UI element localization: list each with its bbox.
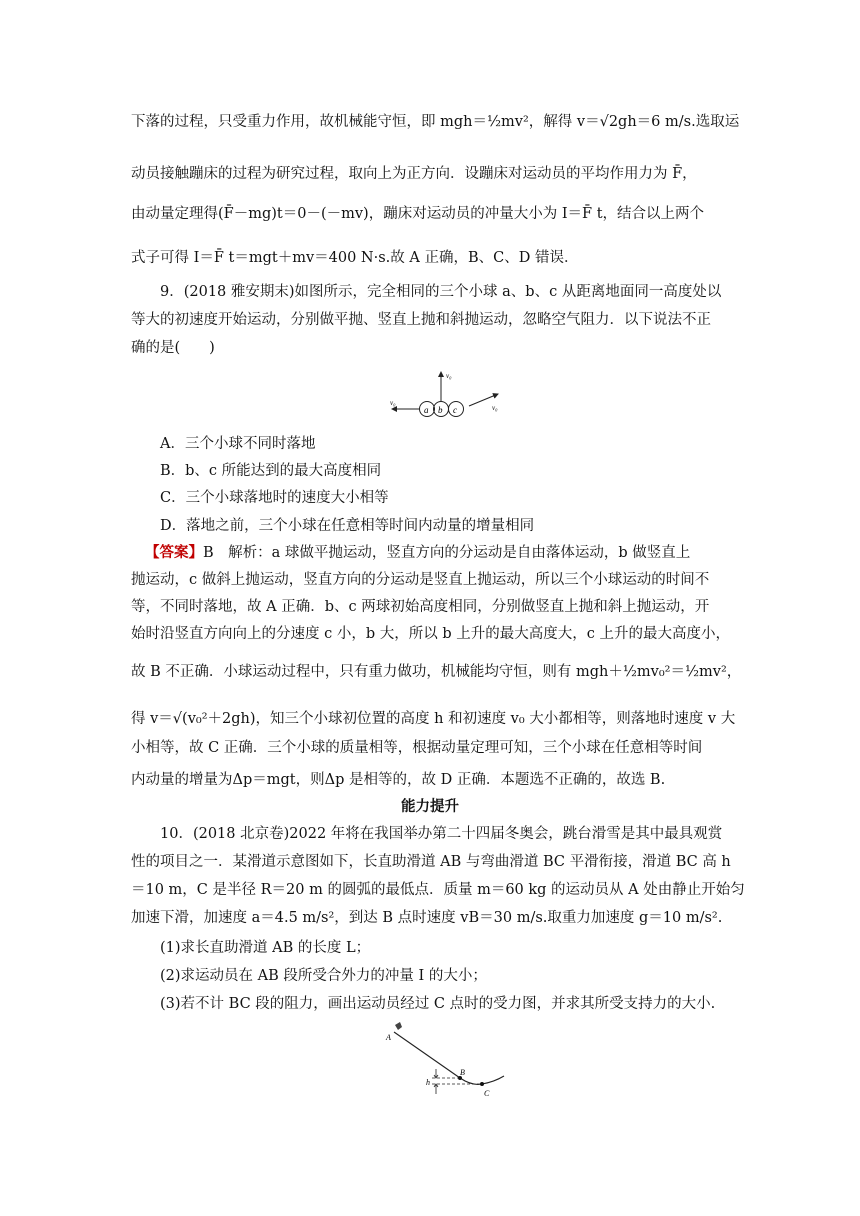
q9-stem-line-3: 确的是( ) bbox=[131, 340, 215, 356]
solution-line-3: 由动量定理得(F̄－mg)t＝0－(－mv)，蹦床对运动员的冲量大小为 I＝F̄ t，结合以上两个 bbox=[131, 206, 705, 222]
q9-stem-line-2: 等大的初速度开始运动，分别做平抛、竖直上抛和斜抛运动，忽略空气阻力．以下说法不正 bbox=[131, 312, 711, 328]
q10-part-1: (1)求长直助滑道 AB 的长度 L； bbox=[160, 940, 371, 956]
q10-stem-line-4: 加速下滑，加速度 a＝4.5 m/s²，到达 B 点时速度 vB＝30 m/s.取重力加速度 g＝10 m/s². bbox=[131, 910, 723, 926]
q9-option-d: D．落地之前，三个小球在任意相等时间内动量的增量相同 bbox=[160, 518, 535, 534]
label-C: C bbox=[484, 1089, 490, 1098]
q9-option-a: A．三个小球不同时落地 bbox=[160, 436, 316, 452]
label-B: B bbox=[460, 1068, 465, 1077]
q10-part-3: (3)若不计 BC 段的阻力，画出运动员经过 C 点时的受力图，并求其所受支持力的大小. bbox=[160, 996, 716, 1012]
q10-stem-line-1: 10．(2018 北京卷)2022 年将在我国举办第二十四届冬奥会，跳台滑雪是其中最具观赏 bbox=[160, 826, 723, 842]
q10-slope-figure bbox=[374, 1020, 514, 1104]
solution-line-4: 式子可得 I＝F̄ t＝mgt＋mv＝400 N·s.故 A 正确，B、C、D 错误． bbox=[131, 250, 579, 266]
label-h: h bbox=[426, 1078, 430, 1087]
q10-stem-line-2: 性的项目之一．某滑道示意图如下，长直助滑道 AB 与弯曲滑道 BC 平滑衔接，滑道 BC 高 h bbox=[131, 854, 731, 870]
q9-option-b: B．b、c 所能达到的最大高度相同 bbox=[160, 463, 382, 479]
q9-answer-line-2: 抛运动，c 做斜上抛运动，竖直方向的分运动是竖直上抛运动，所以三个小球运动的时间不 bbox=[131, 572, 710, 588]
q9-answer-line-1 bbox=[145, 543, 745, 563]
section-title: 能力提升 bbox=[401, 798, 459, 815]
label-b: b bbox=[438, 405, 443, 415]
label-v0-left: v₀ bbox=[390, 399, 396, 407]
solution-line-2: 动员接触蹦床的过程为研究过程，取向上为正方向．设蹦床对运动员的平均作用力为 F̄， bbox=[131, 166, 697, 182]
q9-answer-line-7: 小相等，故 C 正确．三个小球的质量相等，根据动量定理可知，三个小球在任意相等时间 bbox=[131, 740, 703, 756]
q9-balls-figure bbox=[386, 366, 516, 430]
slope-path bbox=[394, 1032, 504, 1084]
q9-answer-line-4: 始时沿竖直方向向上的分速度 c 小，b 大，所以 b 上升的最大高度大，c 上升的最大高度小， bbox=[131, 626, 730, 642]
skier-icon bbox=[395, 1022, 402, 1030]
q9-option-c: C．三个小球落地时的速度大小相等 bbox=[160, 490, 389, 506]
q9-answer-line-6: 得 v＝√(v₀²＋2gh)，知三个小球初位置的高度 h 和初速度 v₀ 大小都相等，则落地时速度 v 大 bbox=[131, 711, 736, 727]
q10-part-2: (2)求运动员在 AB 段所受合外力的冲量 I 的大小； bbox=[160, 968, 487, 984]
label-A: A bbox=[386, 1033, 391, 1042]
q9-answer-line-8: 内动量的增量为Δp＝mgt，则Δp 是相等的，故 D 正确．本题选不正确的，故选 B. bbox=[131, 772, 666, 788]
q9-answer-line-5: 故 B 不正确．小球运动过程中，只有重力做功，机械能均守恒，则有 mgh＋½mv₀²＝½mv²， bbox=[131, 664, 742, 680]
answer-text: B 解析：a 球做平抛运动，竖直方向的分运动是自由落体运动，b 做竖直上 bbox=[203, 545, 691, 561]
label-c: c bbox=[453, 405, 457, 415]
answer-tag: 【答案】 bbox=[145, 544, 203, 561]
label-v0-up: v₀ bbox=[446, 372, 452, 380]
solution-line-1: 下落的过程，只受重力作用，故机械能守恒，即 mgh＝½mv²，解得 v＝√2gh＝6 m/s.选取运 bbox=[131, 114, 740, 130]
q9-stem-line-1: 9．(2018 雅安期末)如图所示，完全相同的三个小球 a、b、c 从距离地面同一高度处以 bbox=[160, 284, 722, 300]
q10-stem-line-3: ＝10 m，C 是半径 R＝20 m 的圆弧的最低点．质量 m＝60 kg 的运动员从 A 处由静止开始匀 bbox=[131, 882, 745, 898]
label-a: a bbox=[424, 405, 429, 415]
label-v0-right: v₀ bbox=[492, 404, 498, 412]
q9-answer-line-3: 等，不同时落地，故 A 正确．b、c 两球初始高度相同，分别做竖直上抛和斜上抛运动，开 bbox=[131, 599, 710, 615]
